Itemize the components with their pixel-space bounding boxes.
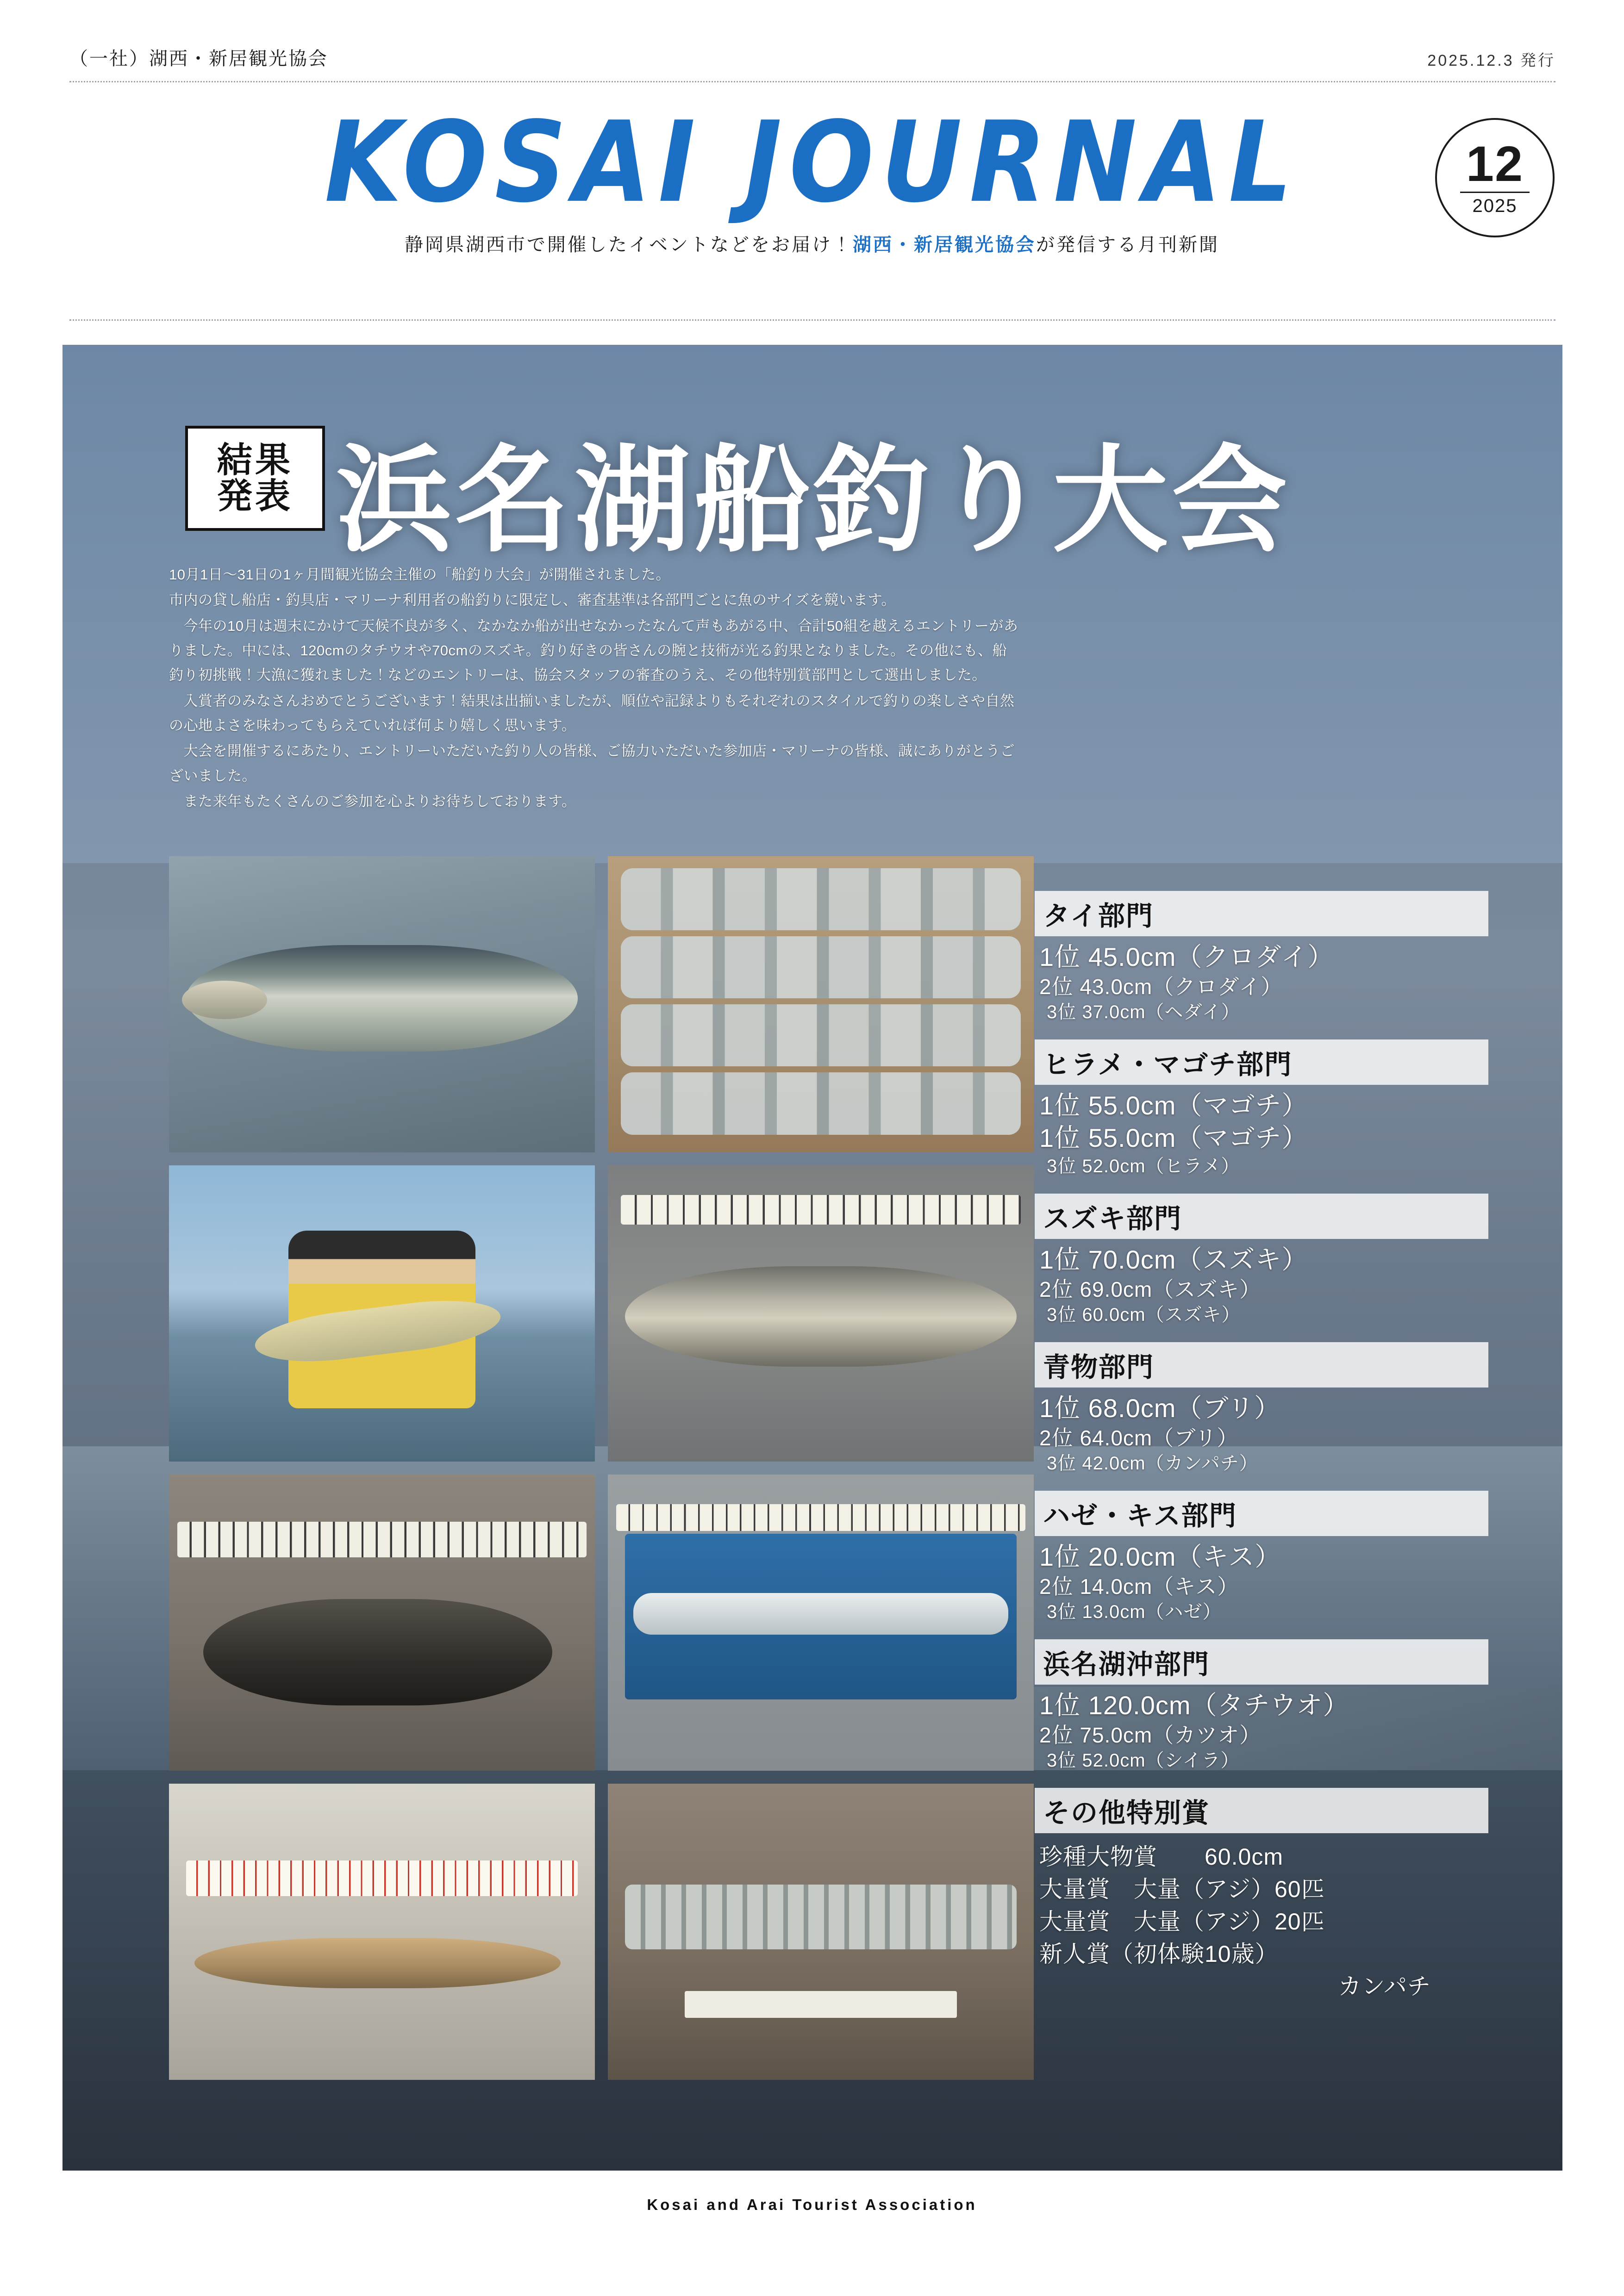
rank-species: （カツオ） bbox=[1152, 1723, 1262, 1747]
rank-size: 20.0cm bbox=[1088, 1542, 1176, 1572]
category-entries bbox=[1035, 1239, 1488, 1326]
rank-species: （ヘダイ） bbox=[1145, 1002, 1240, 1022]
masthead-subtitle-part3: が発信する月刊新聞 bbox=[1036, 235, 1219, 255]
result-entry bbox=[1039, 1749, 1487, 1772]
article-body bbox=[169, 562, 1021, 815]
result-entry bbox=[1039, 1425, 1487, 1452]
issue-year: 2025 bbox=[1472, 196, 1518, 216]
results-column bbox=[1035, 891, 1488, 2018]
rank-size: 69.0cm bbox=[1080, 1277, 1153, 1301]
divider-top bbox=[69, 81, 1555, 82]
rank-label: 1位 bbox=[1039, 1542, 1081, 1572]
photo-madai-measure bbox=[608, 1165, 1034, 1462]
rank-species: （カンパチ） bbox=[1145, 1453, 1258, 1474]
result-badge-line1: 結果 bbox=[217, 440, 293, 480]
rank-label: 1位 bbox=[1039, 1394, 1081, 1423]
result-entry bbox=[1039, 1155, 1487, 1178]
rank-species: （スズキ） bbox=[1152, 1277, 1262, 1301]
feature-poster bbox=[62, 345, 1562, 2171]
result-category-tai bbox=[1035, 891, 1488, 1024]
category-entries bbox=[1035, 1685, 1488, 1772]
photo-grid bbox=[169, 856, 1035, 2080]
rank-size: 52.0cm bbox=[1082, 1156, 1146, 1176]
photo-hirame-measure bbox=[169, 1475, 595, 1771]
rank-size: 14.0cm bbox=[1080, 1574, 1153, 1599]
issue-month: 12 bbox=[1466, 136, 1524, 192]
category-entries bbox=[1035, 1536, 1488, 1624]
rank-size: 13.0cm bbox=[1082, 1601, 1146, 1622]
result-badge-line2: 発表 bbox=[217, 476, 293, 516]
masthead-subtitle bbox=[0, 230, 1624, 256]
result-category-aomono bbox=[1035, 1342, 1488, 1475]
rank-label: 1位 bbox=[1039, 1691, 1081, 1720]
issue-date: 2025.12.3 発行 bbox=[1427, 52, 1555, 69]
article-paragraph: 今年の10月は週末にかけて天候不良が多く、なかなか船が出せなかったなんて声もあがる中、合計50組を越えるエントリーがありました。中には、120cmのタチウオや70cmのスズキ。釣り好きの皆さんの腕と技術が光る釣果となりました。その他にも、船釣り初挑戦！大漁に獲れました！などのエントリーは、協会スタッフの審査のうえ、その他特別賞部門として選出しました。 bbox=[169, 617, 1018, 684]
masthead bbox=[0, 97, 1624, 256]
result-entry bbox=[1039, 1452, 1487, 1475]
rank-label: 2位 bbox=[1039, 1723, 1074, 1747]
rank-size: 70.0cm bbox=[1088, 1245, 1176, 1275]
result-entry bbox=[1039, 1089, 1487, 1122]
page-title: 浜名湖船釣り大会 bbox=[336, 433, 1291, 568]
result-entry bbox=[1039, 1244, 1487, 1276]
result-category-haze-kisu bbox=[1035, 1491, 1488, 1624]
rank-size: 45.0cm bbox=[1088, 942, 1176, 971]
rank-label: 3位 bbox=[1047, 1002, 1077, 1022]
category-title: タイ部門 bbox=[1035, 891, 1488, 936]
rank-size: 37.0cm bbox=[1082, 1002, 1146, 1022]
result-entry bbox=[1039, 1574, 1487, 1600]
rank-species: （マゴチ） bbox=[1176, 1123, 1308, 1153]
masthead-subtitle-part1: 静岡県湖西市で開催したイベントなどをお届け！ bbox=[405, 235, 853, 255]
article-paragraph: 市内の貸し船店・釣具店・マリーナ利用者の船釣りに限定し、審査基準は各部門ごとに魚のサイズを競います。 bbox=[169, 592, 896, 609]
result-entry bbox=[1039, 1541, 1487, 1574]
category-title: ハゼ・キス部門 bbox=[1035, 1491, 1488, 1536]
rank-label: 1位 bbox=[1039, 1123, 1081, 1153]
rank-label: 3位 bbox=[1047, 1601, 1077, 1622]
result-entry bbox=[1039, 1303, 1487, 1326]
category-title: その他特別賞 bbox=[1035, 1788, 1488, 1833]
rank-species: （ヒラメ） bbox=[1145, 1156, 1240, 1176]
category-title: 青物部門 bbox=[1035, 1342, 1488, 1388]
article-paragraph: 大会を開催するにあたり、エントリーいただいた釣り人の皆様、ご協力いただいた参加店・マリーナの皆様、誠にありがとうございました。 bbox=[169, 743, 1015, 784]
result-category-hirame-magochi bbox=[1035, 1039, 1488, 1178]
rank-label: 1位 bbox=[1039, 942, 1081, 971]
category-entries bbox=[1035, 1388, 1488, 1475]
rank-species: （クロダイ） bbox=[1176, 942, 1334, 971]
category-title: スズキ部門 bbox=[1035, 1194, 1488, 1239]
result-category-suzuki bbox=[1035, 1194, 1488, 1326]
article-paragraph: また来年もたくさんのご参加を心よりお待ちしております。 bbox=[169, 793, 576, 809]
rank-size: 55.0cm bbox=[1088, 1090, 1176, 1120]
rank-label: 1位 bbox=[1039, 1090, 1081, 1120]
rank-size: 64.0cm bbox=[1080, 1425, 1153, 1450]
rank-species: （マゴチ） bbox=[1176, 1090, 1308, 1120]
result-entry bbox=[1039, 1600, 1487, 1624]
result-entry bbox=[1039, 1001, 1487, 1024]
rank-size: 52.0cm bbox=[1082, 1750, 1146, 1771]
rank-species: （クロダイ） bbox=[1152, 974, 1283, 999]
special-entry: 大量賞 大量（アジ）60匹 bbox=[1039, 1876, 1325, 1902]
rank-size: 75.0cm bbox=[1080, 1723, 1153, 1747]
rank-species: （シイラ） bbox=[1145, 1750, 1240, 1771]
result-entry bbox=[1039, 1689, 1487, 1722]
category-title: 浜名湖沖部門 bbox=[1035, 1639, 1488, 1685]
rank-label: 3位 bbox=[1047, 1156, 1077, 1176]
result-entry bbox=[1039, 974, 1487, 1001]
result-entry bbox=[1039, 1722, 1487, 1749]
rank-species: （タチウオ） bbox=[1191, 1691, 1349, 1720]
issue-badge bbox=[1435, 118, 1555, 237]
header-bar bbox=[69, 44, 1555, 70]
rank-label: 3位 bbox=[1047, 1453, 1077, 1474]
photo-tachiuo-blue-mat bbox=[608, 1475, 1034, 1771]
special-entry: 大量賞 大量（アジ）20匹 bbox=[1039, 1908, 1325, 1935]
result-entry bbox=[1039, 1392, 1487, 1425]
rank-label: 2位 bbox=[1039, 974, 1074, 999]
rank-size: 55.0cm bbox=[1088, 1123, 1176, 1153]
rank-species: （ブリ） bbox=[1176, 1394, 1281, 1423]
rank-species: （キス） bbox=[1176, 1542, 1281, 1572]
special-entry: 新人賞（初体験10歳） bbox=[1039, 1941, 1279, 1967]
badge-divider bbox=[1460, 192, 1530, 193]
result-category-special bbox=[1035, 1788, 1488, 2003]
special-entry: 珍種大物賞 60.0cm bbox=[1039, 1843, 1283, 1870]
rank-label: 1位 bbox=[1039, 1245, 1081, 1275]
special-entries bbox=[1035, 1833, 1488, 2003]
footer-organization: Kosai and Arai Tourist Association bbox=[647, 2196, 977, 2213]
rank-label: 2位 bbox=[1039, 1574, 1074, 1599]
rank-label: 3位 bbox=[1047, 1304, 1077, 1325]
photo-kisu-measure bbox=[169, 1784, 595, 2080]
special-entry: カンパチ bbox=[1338, 1973, 1431, 1999]
rank-species: （スズキ） bbox=[1176, 1245, 1308, 1275]
masthead-subtitle-part2: 湖西・新居観光協会 bbox=[853, 235, 1036, 255]
category-entries bbox=[1035, 1085, 1488, 1178]
photo-boy-with-fish bbox=[169, 1165, 595, 1462]
rank-label: 2位 bbox=[1039, 1277, 1074, 1301]
rank-species: （ブリ） bbox=[1152, 1425, 1239, 1450]
rank-size: 68.0cm bbox=[1088, 1394, 1176, 1423]
result-entry bbox=[1039, 1276, 1487, 1303]
divider-bottom bbox=[69, 319, 1555, 321]
rank-species: （ハゼ） bbox=[1145, 1601, 1222, 1622]
category-entries bbox=[1035, 936, 1488, 1024]
result-entry bbox=[1039, 1122, 1487, 1155]
rank-size: 120.0cm bbox=[1088, 1691, 1191, 1720]
result-announcement-badge bbox=[185, 426, 325, 531]
category-title: ヒラメ・マゴチ部門 bbox=[1035, 1039, 1488, 1085]
article-paragraph: 入賞者のみなさんおめでとうございます！結果は出揃いましたが、順位や記録よりもそれぞれのスタイルで釣りの楽しさや自然の心地よさを味わってもらえていれば何より嬉しく思います。 bbox=[169, 692, 1015, 734]
rank-size: 43.0cm bbox=[1080, 974, 1153, 999]
photo-yellowtail bbox=[169, 856, 595, 1152]
photo-many-fish bbox=[608, 856, 1034, 1152]
rank-species: （スズキ） bbox=[1145, 1304, 1241, 1325]
photo-aji-lineup bbox=[608, 1784, 1034, 2080]
masthead-title: KOSAI JOURNAL bbox=[325, 97, 1299, 227]
publisher-name: （一社）湖西・新居観光協会 bbox=[69, 49, 328, 69]
result-entry bbox=[1039, 941, 1487, 974]
result-category-hamanako-oki bbox=[1035, 1639, 1488, 1772]
rank-species: （キス） bbox=[1152, 1574, 1239, 1599]
rank-label: 3位 bbox=[1047, 1750, 1077, 1771]
rank-size: 42.0cm bbox=[1082, 1453, 1146, 1474]
rank-size: 60.0cm bbox=[1082, 1304, 1146, 1325]
article-paragraph: 10月1日〜31日の1ヶ月間観光協会主催の「船釣り大会」が開催されました。 bbox=[169, 566, 670, 583]
rank-label: 2位 bbox=[1039, 1425, 1074, 1450]
